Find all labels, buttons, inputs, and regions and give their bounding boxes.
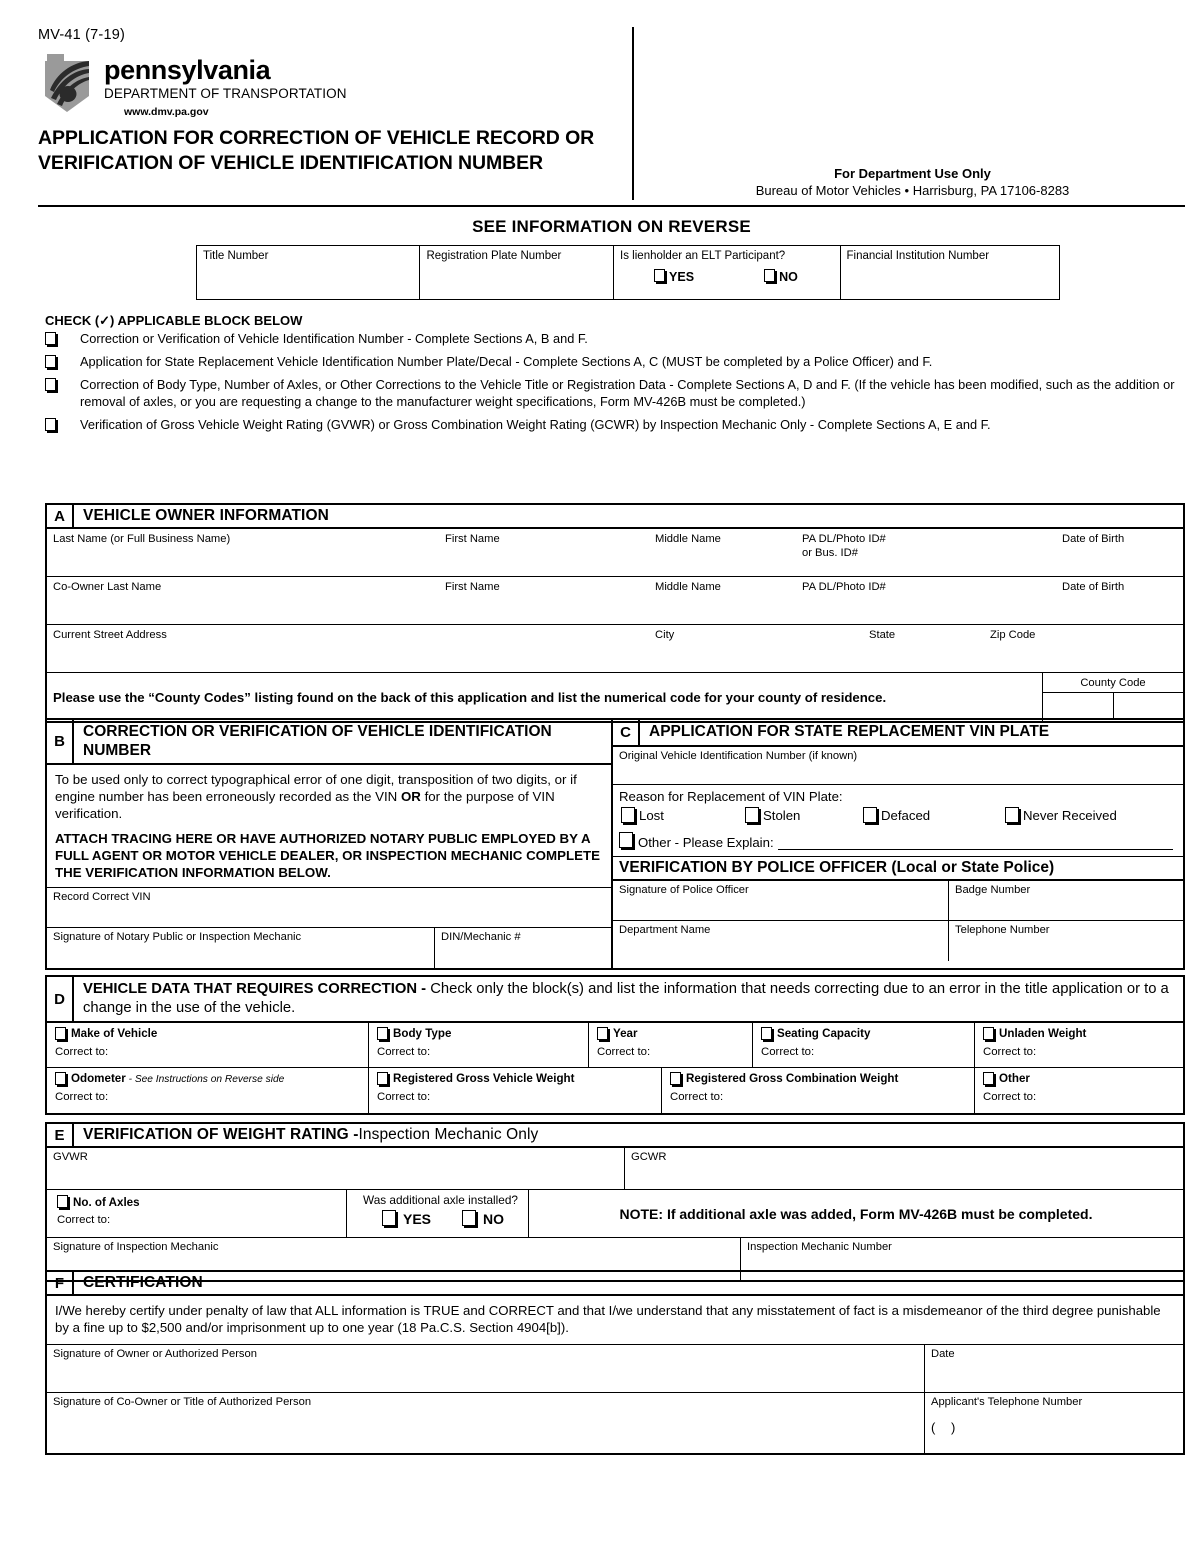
reason-heading: Reason for Replacement of VIN Plate: — [619, 788, 843, 804]
coowner-dob-label: Date of Birth — [1062, 581, 1125, 593]
correction-label: Registered Gross Combination Weight — [686, 1072, 899, 1086]
checkbox-icon[interactable] — [983, 1027, 996, 1042]
street-address-label: Current Street Address — [53, 629, 167, 641]
county-code-note: Please use the “County Codes” listing found on the back of this application and list the numerical code for your county of residence. — [47, 673, 1043, 721]
section-f-header — [45, 1270, 1185, 1296]
mechanic-number-label: Inspection Mechanic Number — [747, 1241, 892, 1253]
record-correct-vin-row[interactable] — [47, 888, 611, 928]
address-row[interactable] — [47, 625, 1183, 673]
county-code-digit-1[interactable] — [1043, 693, 1114, 719]
gvwr-field[interactable] — [47, 1148, 625, 1189]
reason-label: Never Received — [1023, 808, 1117, 824]
check-option-label: Correction or Verification of Vehicle Identification Number - Complete Sections A, B and F. — [80, 331, 588, 346]
checkbox-icon[interactable] — [764, 269, 777, 284]
owner-row[interactable] — [47, 529, 1183, 577]
reason-option-lost[interactable] — [619, 807, 743, 825]
county-code-block — [1043, 673, 1183, 721]
county-code-row — [47, 673, 1183, 721]
mechanic-signature-label: Signature of Inspection Mechanic — [53, 1241, 219, 1253]
additional-axle-yes[interactable] — [377, 1210, 431, 1228]
telephone-number-label: Telephone Number — [955, 923, 1050, 936]
sections-b-and-c — [45, 718, 1185, 970]
elt-no-label: NO — [779, 269, 798, 284]
elt-yes-option[interactable] — [654, 269, 694, 284]
section-a-body — [45, 529, 1185, 723]
check-block-list — [45, 331, 1185, 439]
elt-question-label: Is lienholder an ELT Participant? — [620, 250, 786, 262]
original-vin-label: Original Vehicle Identification Number (if known) — [619, 749, 858, 762]
agency-branding — [38, 52, 628, 118]
check-option-weight-rating[interactable] — [45, 417, 1185, 434]
registration-plate-cell[interactable] — [420, 246, 614, 299]
section-b-instructions — [47, 765, 611, 888]
reason-block — [613, 785, 1183, 857]
correction-unladen-weight[interactable] — [975, 1023, 1183, 1067]
correction-year[interactable] — [589, 1023, 753, 1067]
correction-row-1 — [47, 1023, 1183, 1068]
section-a-title: VEHICLE OWNER INFORMATION — [83, 507, 329, 524]
checkbox-icon[interactable] — [45, 418, 58, 433]
section-e-body — [45, 1148, 1185, 1282]
county-code-label: County Code — [1043, 673, 1183, 693]
reason-label: Stolen — [763, 808, 801, 824]
police-signature-row[interactable] — [613, 881, 1183, 921]
axle-note: NOTE: If additional axle was added, Form MV-426B must be completed. — [619, 1205, 1093, 1222]
correction-label: Odometer - See Instructions on Reverse side — [71, 1072, 285, 1086]
owner-middle-name-label: Middle Name — [655, 533, 721, 545]
applicant-phone-label: Applicant's Telephone Number — [931, 1396, 1083, 1409]
checkbox-icon[interactable] — [745, 807, 761, 825]
correct-to-label: Correct to: — [597, 1046, 651, 1059]
check-option-body-type[interactable] — [45, 377, 1185, 411]
section-b-title: CORRECTION OR VERIFICATION OF VEHICLE IDENTIFICATION NUMBER — [83, 723, 552, 759]
checkbox-icon[interactable] — [377, 1072, 390, 1087]
correction-body-type[interactable] — [369, 1023, 589, 1067]
elt-yes-label: YES — [669, 269, 695, 284]
reason-option-defaced[interactable] — [861, 807, 1003, 825]
checkbox-icon[interactable] — [983, 1072, 996, 1087]
yes-label: YES — [402, 1211, 431, 1227]
checkbox-icon[interactable] — [863, 807, 879, 825]
checkbox-icon[interactable] — [45, 332, 58, 347]
section-d-title: VEHICLE DATA THAT REQUIRES CORRECTION - Check only the block(s) and list the information that needs correcting due to an error in the title application or to a change in the use of the vehicle. — [83, 981, 1169, 1016]
record-correct-vin-label: Record Correct VIN — [53, 891, 151, 904]
correction-odometer[interactable] — [47, 1068, 369, 1113]
correction-label: Seating Capacity — [777, 1027, 871, 1041]
section-f-body — [45, 1296, 1185, 1455]
certification-text: I/We hereby certify under penalty of law that ALL information is TRUE and CORRECT and that I/we understand that any misstatement of fact is a misdemeanor of the third degree punishable by a fine up to $2,500 and/or imprisonment up to one year (18 Pa.C.S. Section 4904[b]). — [47, 1296, 1183, 1345]
brand-url: www.dmv.pa.gov — [124, 105, 209, 118]
correct-to-label: Correct to: — [761, 1046, 815, 1059]
correction-label: Make of Vehicle — [71, 1027, 158, 1041]
correction-row-2 — [47, 1068, 1183, 1113]
checkbox-icon[interactable] — [654, 269, 667, 284]
section-c-title: APPLICATION FOR STATE REPLACEMENT VIN PLATE — [649, 723, 1050, 740]
financial-institution-label: Financial Institution Number — [846, 250, 990, 262]
coowner-dl-id-label: PA DL/Photo ID# — [802, 581, 886, 593]
check-option-label: Verification of Gross Vehicle Weight Rating (GVWR) or Gross Combination Weight Rating (GCWR) by Inspection Mechanic Only - Complete Sections A, E and F. — [80, 416, 991, 432]
financial-institution-cell[interactable] — [841, 246, 1059, 299]
correction-label: Registered Gross Vehicle Weight — [393, 1072, 575, 1086]
section-c — [613, 718, 1185, 970]
checkbox-icon[interactable] — [597, 1027, 610, 1042]
reason-label: Defaced — [881, 808, 931, 824]
correct-to-label: Correct to: — [983, 1046, 1037, 1059]
owner-signature-row — [47, 1345, 1183, 1393]
other-explain-input[interactable] — [778, 836, 1173, 850]
department-use-block — [640, 166, 1185, 198]
correct-to-label: Correct to: — [57, 1214, 111, 1226]
section-d-grid — [45, 1023, 1185, 1115]
checkbox-icon[interactable] — [670, 1072, 683, 1087]
gcwr-label: GCWR — [631, 1151, 667, 1163]
section-e-title: VERIFICATION OF WEIGHT RATING - Inspection Mechanic Only — [83, 1126, 539, 1143]
owner-signature-label: Signature of Owner or Authorized Person — [53, 1348, 257, 1361]
section-d-letter: D — [47, 977, 74, 1021]
department-name-label: Department Name — [613, 921, 949, 961]
gvwr-label: GVWR — [53, 1151, 88, 1163]
additional-axle-question: Was additional axle installed? — [363, 1193, 518, 1207]
department-use-title: For Department Use Only — [834, 166, 991, 181]
notary-signature-row[interactable] — [47, 928, 611, 968]
section-d-header — [45, 975, 1185, 1023]
penndot-keystone-logo — [38, 52, 96, 114]
police-signature-label: Signature of Police Officer — [613, 881, 949, 920]
section-b-header — [47, 720, 611, 765]
checkbox-icon[interactable] — [1005, 807, 1021, 825]
checkbox-icon[interactable] — [55, 1027, 68, 1042]
section-d — [45, 975, 1185, 1115]
reason-option-stolen[interactable] — [743, 807, 861, 825]
coowner-signature-label: Signature of Co-Owner or Title of Authorized Person — [53, 1396, 312, 1409]
city-label: City — [655, 629, 675, 641]
section-a — [45, 503, 1185, 723]
check-option-label: Correction of Body Type, Number of Axles, or Other Corrections to the Vehicle Title or Registration Data - Complete Sections A, D and F. (If the vehicle has been modified, such as the addition or removal of axles, or you are requesting a change to the manufacturer weight specifications, Form MV-426B must be completed.) — [80, 376, 1175, 409]
section-b — [45, 718, 613, 970]
section-c-letter: C — [613, 720, 640, 745]
axles-row — [47, 1190, 1183, 1238]
section-e-header — [45, 1122, 1185, 1148]
coowner-first-name-label: First Name — [445, 581, 500, 593]
owner-dob-label: Date of Birth — [1062, 533, 1125, 545]
reason-option-never-received[interactable] — [1003, 807, 1117, 825]
section-b-paragraph-2: ATTACH TRACING HERE OR HAVE AUTHORIZED NOTARY PUBLIC EMPLOYED BY A FULL AGENT OR MOTOR VEHICLE DEALER, OR INSPECTION MECHANIC COMPLETE THE VERIFICATION INFORMATION BELOW. — [55, 831, 600, 881]
applicant-phone-field[interactable] — [925, 1393, 1183, 1453]
checkbox-icon[interactable] — [45, 355, 58, 370]
section-c-header — [613, 720, 1183, 747]
correction-label: Body Type — [393, 1027, 452, 1041]
weight-rating-row — [47, 1148, 1183, 1190]
section-e — [45, 1122, 1185, 1282]
police-verification-heading: VERIFICATION BY POLICE OFFICER (Local or State Police) — [613, 857, 1183, 881]
see-reverse-notice: SEE INFORMATION ON REVERSE — [472, 217, 751, 236]
check-option-vin-correction[interactable] — [45, 331, 1185, 348]
correction-registered-gross-combination-weight[interactable] — [662, 1068, 975, 1113]
brand-department: DEPARTMENT OF TRANSPORTATION — [104, 85, 347, 101]
correction-make-of-vehicle[interactable] — [47, 1023, 369, 1067]
additional-axle-no[interactable] — [457, 1210, 504, 1228]
zip-code-label: Zip Code — [990, 629, 1036, 641]
section-a-header — [45, 503, 1185, 529]
county-code-digit-2[interactable] — [1114, 693, 1184, 719]
section-b-paragraph-1: To be used only to correct typographical error of one digit, transposition of two digits, or if engine number has been erroneously recorded as the VIN OR for the purpose of VIN verification. — [55, 772, 577, 822]
correct-to-label: Correct to: — [377, 1046, 431, 1059]
coowner-row[interactable] — [47, 577, 1183, 625]
coowner-signature-field[interactable] — [47, 1393, 925, 1453]
check-block-heading: CHECK (✓) APPLICABLE BLOCK BELOW — [45, 313, 303, 328]
check-option-replacement-vin[interactable] — [45, 354, 1185, 371]
title-number-label: Title Number — [203, 250, 269, 262]
section-e-letter: E — [47, 1124, 74, 1146]
owner-signature-field[interactable] — [47, 1345, 925, 1392]
correction-registered-gross-vehicle-weight[interactable] — [369, 1068, 662, 1113]
check-option-label: Application for State Replacement Vehicle Identification Number Plate/Decal - Complete Sections A, C (MUST be completed by a Police Officer) and F. — [80, 353, 933, 369]
elt-no-option[interactable] — [764, 269, 798, 284]
correction-label: Other — [999, 1072, 1030, 1086]
section-f — [45, 1270, 1185, 1455]
department-row[interactable] — [613, 921, 1183, 961]
correction-label: Unladen Weight — [999, 1027, 1087, 1041]
date-field[interactable] — [925, 1345, 1183, 1392]
gcwr-field[interactable] — [625, 1148, 1183, 1189]
no-label: NO — [483, 1211, 504, 1227]
brand-name: pennsylvania — [104, 55, 271, 85]
correction-label: Year — [613, 1027, 638, 1041]
date-label: Date — [931, 1348, 955, 1361]
checkbox-icon[interactable] — [57, 1195, 70, 1210]
checkbox-icon[interactable] — [619, 832, 635, 850]
owner-last-name-label: Last Name (or Full Business Name) — [53, 533, 231, 545]
title-number-cell[interactable] — [197, 246, 420, 299]
coowner-signature-row — [47, 1393, 1183, 1453]
coowner-middle-name-label: Middle Name — [655, 581, 721, 593]
section-b-letter: B — [47, 720, 74, 763]
registration-plate-label: Registration Plate Number — [426, 250, 562, 262]
correction-seating-capacity[interactable] — [753, 1023, 975, 1067]
number-of-axles-field[interactable] — [47, 1190, 347, 1237]
owner-bus-id-label: or Bus. ID# — [802, 547, 858, 559]
reason-option-other[interactable] — [619, 832, 1177, 850]
owner-first-name-label: First Name — [445, 533, 500, 545]
correct-to-label: Correct to: — [670, 1091, 724, 1104]
elt-participant-cell — [614, 246, 840, 299]
original-vin-row[interactable] — [613, 747, 1183, 785]
correct-to-label: Correct to: — [55, 1046, 109, 1059]
checkbox-icon[interactable] — [621, 807, 637, 825]
checkbox-icon[interactable] — [761, 1027, 774, 1042]
department-use-address: Bureau of Motor Vehicles • Harrisburg, PA 17106-8283 — [755, 183, 1070, 198]
other-explain-label: Other - Please Explain: — [638, 834, 774, 850]
form-code: MV-41 (7-19) — [38, 27, 126, 43]
additional-axle-question-block — [347, 1190, 529, 1237]
notary-signature-label: Signature of Notary Public or Inspection Mechanic — [47, 928, 435, 968]
reason-label: Lost — [639, 808, 664, 824]
badge-number-label: Badge Number — [955, 883, 1031, 896]
title-registration-table — [196, 245, 1060, 300]
header-rule — [38, 205, 1185, 207]
phone-parentheses: ( ) — [931, 1420, 962, 1436]
section-f-letter: F — [47, 1272, 74, 1294]
correct-to-label: Correct to: — [377, 1091, 431, 1104]
axles-label: No. of Axles — [73, 1196, 140, 1209]
checkbox-icon[interactable] — [382, 1210, 398, 1228]
state-label: State — [869, 629, 896, 641]
page-title: APPLICATION FOR CORRECTION OF VEHICLE RECORD OR VERIFICATION OF VEHICLE IDENTIFICATION NUMBER — [38, 127, 595, 174]
coowner-last-name-label: Co-Owner Last Name — [53, 581, 162, 593]
county-code-inputs[interactable] — [1043, 693, 1183, 719]
correct-to-label: Correct to: — [983, 1091, 1037, 1104]
section-a-letter: A — [47, 505, 74, 527]
header-divider — [632, 27, 634, 200]
checkbox-icon[interactable] — [462, 1210, 478, 1228]
correction-other[interactable] — [975, 1068, 1183, 1113]
checkbox-icon[interactable] — [45, 378, 58, 393]
checkbox-icon[interactable] — [55, 1072, 68, 1087]
din-mechanic-label: DIN/Mechanic # — [441, 931, 521, 944]
owner-dl-id-label: PA DL/Photo ID# — [802, 533, 886, 545]
checkbox-icon[interactable] — [377, 1027, 390, 1042]
section-f-title: CERTIFICATION — [83, 1274, 203, 1291]
correct-to-label: Correct to: — [55, 1091, 109, 1104]
